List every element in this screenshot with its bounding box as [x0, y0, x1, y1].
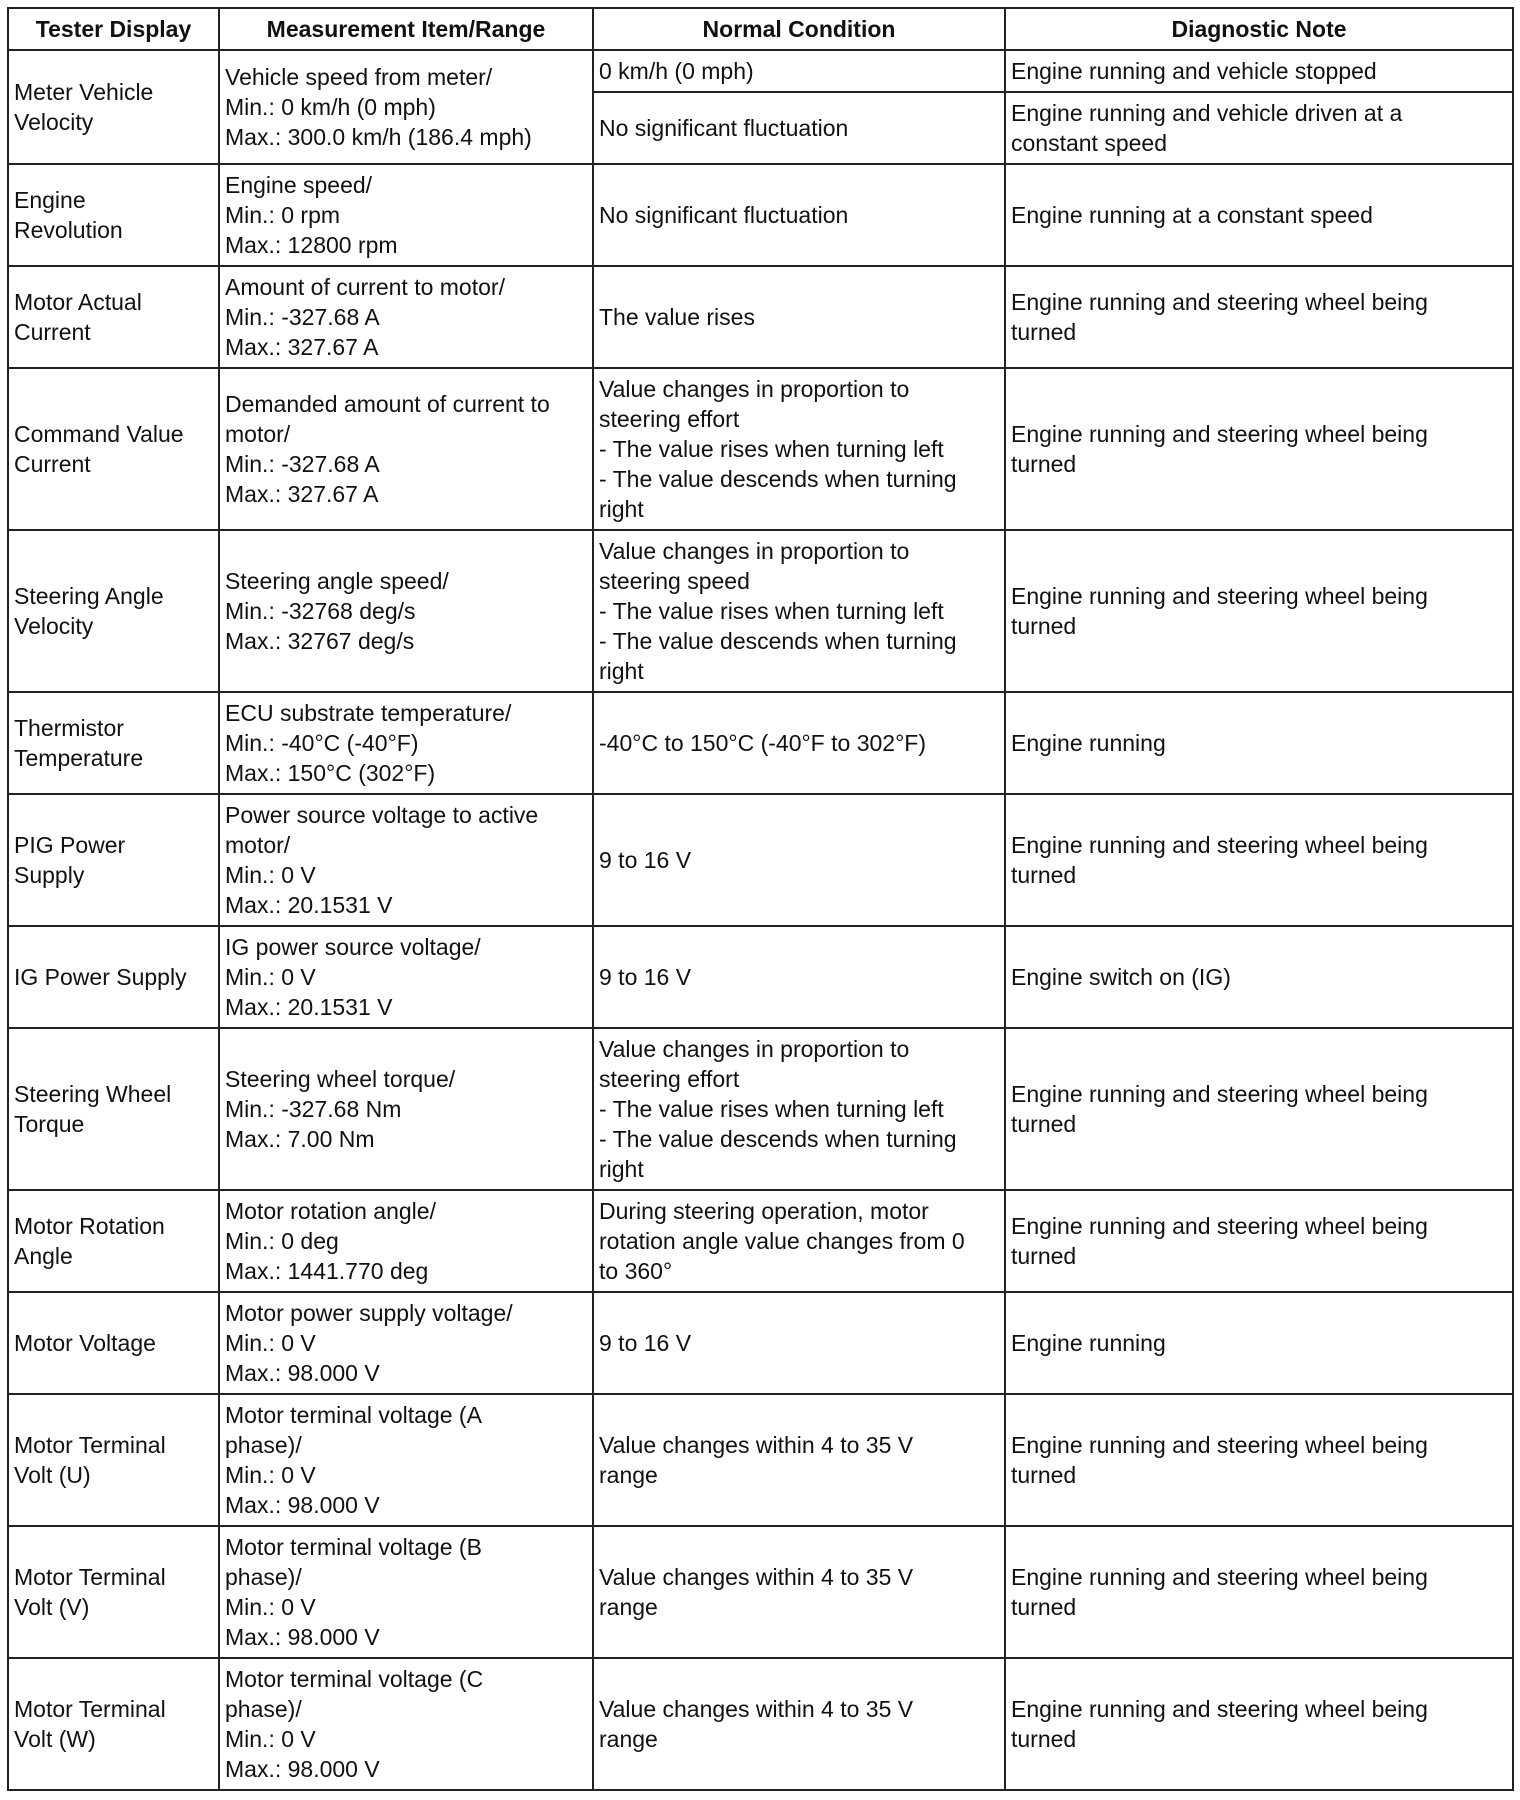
header-measurement-item-range: Measurement Item/Range [219, 8, 593, 50]
normal-condition-cell: 0 km/h (0 mph) [593, 50, 1005, 92]
table-row [8, 164, 1513, 266]
diagnostic-note-cell: Engine running and steering wheel being turned [1005, 1658, 1513, 1790]
table-row [8, 1394, 1513, 1526]
normal-condition-cell: 9 to 16 V [593, 926, 1005, 1028]
table-row [8, 794, 1513, 926]
data-list-table [7, 7, 1514, 1791]
measurement-range-cell: Motor terminal voltage (C phase)/ Min.: 0 V Max.: 98.000 V [219, 1658, 593, 1790]
table-row [8, 692, 1513, 794]
normal-condition-cell: Value changes within 4 to 35 V range [593, 1394, 1005, 1526]
table-row [8, 926, 1513, 1028]
measurement-range-cell: Steering wheel torque/ Min.: -327.68 Nm Max.: 7.00 Nm [219, 1028, 593, 1190]
measurement-range-cell: Motor rotation angle/ Min.: 0 deg Max.: 1441.770 deg [219, 1190, 593, 1292]
tester-display-cell: Engine Revolution [8, 164, 219, 266]
tester-display-cell: Thermistor Temperature [8, 692, 219, 794]
measurement-range-cell: Vehicle speed from meter/ Min.: 0 km/h (0 mph) Max.: 300.0 km/h (186.4 mph) [219, 50, 593, 164]
table-row [8, 530, 1513, 692]
diagnostic-note-cell: Engine running and steering wheel being turned [1005, 1526, 1513, 1658]
table-row [8, 368, 1513, 530]
tester-display-cell: Motor Terminal Volt (V) [8, 1526, 219, 1658]
normal-condition-cell: 9 to 16 V [593, 794, 1005, 926]
normal-condition-cell: Value changes in proportion to steering speed - The value rises when turning left - The value descends when turning right [593, 530, 1005, 692]
table-row [8, 1658, 1513, 1790]
diagnostic-note-cell: Engine running and vehicle stopped [1005, 50, 1513, 92]
tester-display-cell: Meter Vehicle Velocity [8, 50, 219, 164]
tester-display-cell: PIG Power Supply [8, 794, 219, 926]
table-row [8, 1028, 1513, 1190]
header-tester-display: Tester Display [8, 8, 219, 50]
normal-condition-cell: No significant fluctuation [593, 164, 1005, 266]
normal-condition-cell: Value changes in proportion to steering effort - The value rises when turning left - The value descends when turning right [593, 1028, 1005, 1190]
diagnostic-note-cell: Engine running and steering wheel being turned [1005, 1394, 1513, 1526]
measurement-range-cell: Amount of current to motor/ Min.: -327.68 A Max.: 327.67 A [219, 266, 593, 368]
measurement-range-cell: Steering angle speed/ Min.: -32768 deg/s Max.: 32767 deg/s [219, 530, 593, 692]
diagnostic-note-cell: Engine running and steering wheel being turned [1005, 1190, 1513, 1292]
diagnostic-note-cell: Engine running and steering wheel being turned [1005, 1028, 1513, 1190]
normal-condition-cell: Value changes in proportion to steering effort - The value rises when turning left - The value descends when turning right [593, 368, 1005, 530]
normal-condition-cell: -40°C to 150°C (-40°F to 302°F) [593, 692, 1005, 794]
tester-display-cell: Steering Angle Velocity [8, 530, 219, 692]
measurement-range-cell: Engine speed/ Min.: 0 rpm Max.: 12800 rpm [219, 164, 593, 266]
measurement-range-cell: IG power source voltage/ Min.: 0 V Max.: 20.1531 V [219, 926, 593, 1028]
tester-display-cell: Motor Terminal Volt (W) [8, 1658, 219, 1790]
diagnostic-note-cell: Engine running at a constant speed [1005, 164, 1513, 266]
tester-display-cell: Motor Rotation Angle [8, 1190, 219, 1292]
table-row [8, 266, 1513, 368]
measurement-range-cell: ECU substrate temperature/ Min.: -40°C (-40°F) Max.: 150°C (302°F) [219, 692, 593, 794]
header-diagnostic-note: Diagnostic Note [1005, 8, 1513, 50]
tester-display-cell: Motor Terminal Volt (U) [8, 1394, 219, 1526]
measurement-range-cell: Motor terminal voltage (B phase)/ Min.: 0 V Max.: 98.000 V [219, 1526, 593, 1658]
normal-condition-cell: No significant fluctuation [593, 92, 1005, 164]
measurement-range-cell: Power source voltage to active motor/ Min.: 0 V Max.: 20.1531 V [219, 794, 593, 926]
diagnostic-note-cell: Engine running and steering wheel being turned [1005, 794, 1513, 926]
normal-condition-cell: 9 to 16 V [593, 1292, 1005, 1394]
diagnostic-note-cell: Engine running and steering wheel being turned [1005, 266, 1513, 368]
tester-display-cell: Motor Voltage [8, 1292, 219, 1394]
diagnostic-note-cell: Engine running and steering wheel being turned [1005, 530, 1513, 692]
diagnostic-note-cell: Engine switch on (IG) [1005, 926, 1513, 1028]
diagnostic-note-cell: Engine running and steering wheel being turned [1005, 368, 1513, 530]
tester-display-cell: IG Power Supply [8, 926, 219, 1028]
table-row [8, 50, 1513, 92]
tester-display-cell: Motor Actual Current [8, 266, 219, 368]
normal-condition-cell: During steering operation, motor rotation angle value changes from 0 to 360° [593, 1190, 1005, 1292]
diagnostic-note-cell: Engine running [1005, 692, 1513, 794]
table-row [8, 1190, 1513, 1292]
measurement-range-cell: Motor terminal voltage (A phase)/ Min.: 0 V Max.: 98.000 V [219, 1394, 593, 1526]
normal-condition-cell: Value changes within 4 to 35 V range [593, 1526, 1005, 1658]
table-header-row [8, 8, 1513, 50]
table-row [8, 1292, 1513, 1394]
tester-display-cell: Steering Wheel Torque [8, 1028, 219, 1190]
tester-display-cell: Command Value Current [8, 368, 219, 530]
measurement-range-cell: Motor power supply voltage/ Min.: 0 V Max.: 98.000 V [219, 1292, 593, 1394]
table-row [8, 1526, 1513, 1658]
measurement-range-cell: Demanded amount of current to motor/ Min.: -327.68 A Max.: 327.67 A [219, 368, 593, 530]
diagnostic-note-cell: Engine running and vehicle driven at a constant speed [1005, 92, 1513, 164]
diagnostic-note-cell: Engine running [1005, 1292, 1513, 1394]
header-normal-condition: Normal Condition [593, 8, 1005, 50]
normal-condition-cell: The value rises [593, 266, 1005, 368]
normal-condition-cell: Value changes within 4 to 35 V range [593, 1658, 1005, 1790]
